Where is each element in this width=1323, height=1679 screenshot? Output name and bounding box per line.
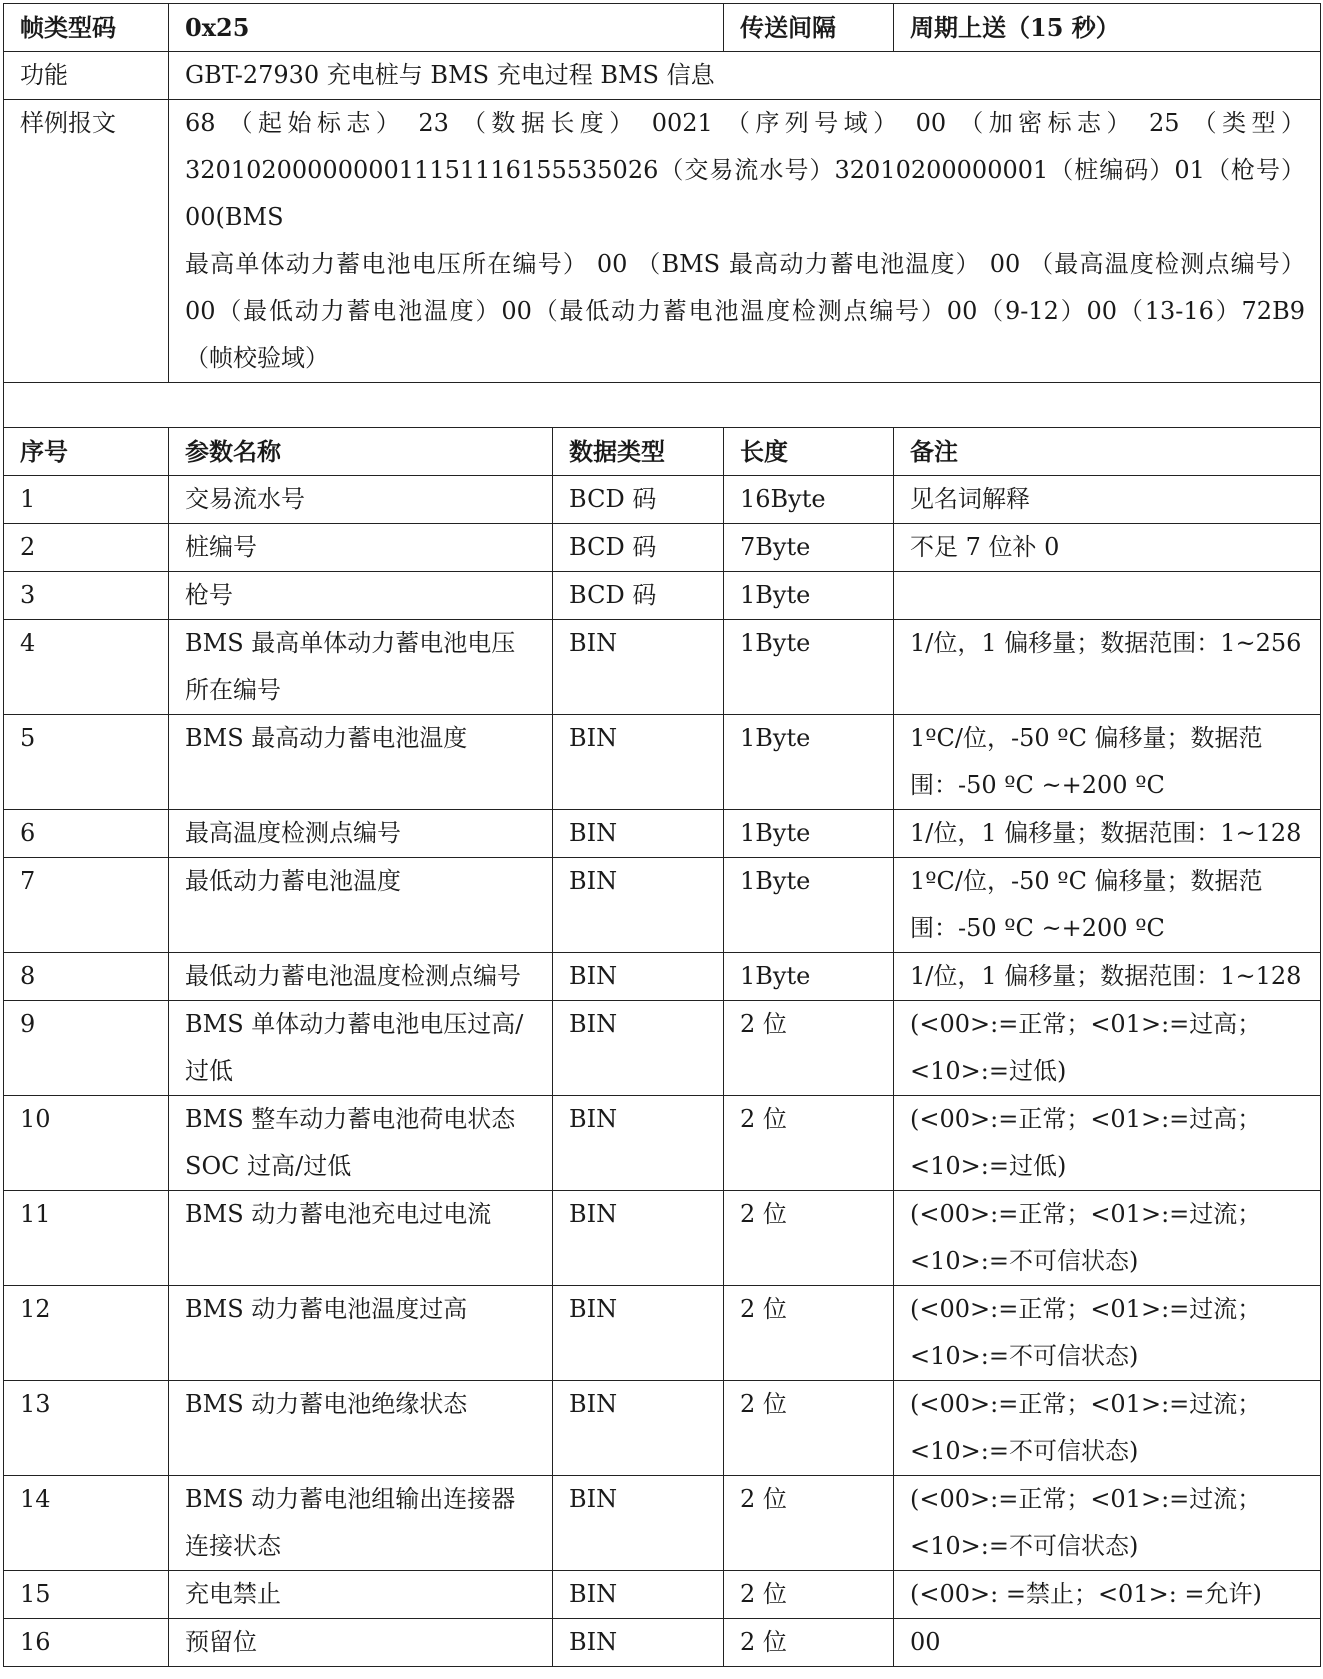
cell-name: BMS 动力蓄电池组输出连接器连接状态 <box>169 1476 553 1571</box>
cell-note: 1ºC/位，-50 ºC 偏移量；数据范围：-50 ºC ~+200 ºC <box>894 715 1321 810</box>
cell-len: 2 位 <box>724 1096 894 1191</box>
cell-len: 1Byte <box>724 715 894 810</box>
cell-len: 2 位 <box>724 1571 894 1619</box>
sample-line: 00（最低动力蓄电池温度）00（最低动力蓄电池温度检测点编号）00（9-12）00（13-16）72B9 <box>185 297 1305 325</box>
cell-len: 1Byte <box>724 620 894 715</box>
table-row <box>4 1619 1321 1667</box>
cell-note: (<00>:=正常；<01>:=过高；<10>:=过低) <box>894 1001 1321 1096</box>
cell-type: BIN <box>553 1096 724 1191</box>
cell-len: 1Byte <box>724 572 894 620</box>
sample-message <box>169 100 1321 383</box>
cell-len: 2 位 <box>724 1381 894 1476</box>
cell-len: 7Byte <box>724 524 894 572</box>
cell-type: BIN <box>553 1001 724 1096</box>
function-label: 功能 <box>4 52 169 100</box>
cell-note: 1ºC/位，-50 ºC 偏移量；数据范围：-50 ºC ~+200 ºC <box>894 858 1321 953</box>
cell-name: 最低动力蓄电池温度检测点编号 <box>169 953 553 1001</box>
cell-name: 最高温度检测点编号 <box>169 810 553 858</box>
cell-len: 2 位 <box>724 1286 894 1381</box>
sample-line: 最高单体动力蓄电池电压所在编号） 00 （BMS 最高动力蓄电池温度） 00 （最高温度检测点编号） <box>185 250 1305 278</box>
cell-no: 12 <box>4 1286 169 1381</box>
cell-type: BCD 码 <box>553 476 724 524</box>
table-row <box>4 476 1321 524</box>
cell-note: 1/位，1 偏移量；数据范围：1~128 <box>894 953 1321 1001</box>
table-row <box>4 524 1321 572</box>
cell-type: BIN <box>553 858 724 953</box>
cell-no: 7 <box>4 858 169 953</box>
table-row <box>4 1096 1321 1191</box>
cell-note: 1/位，1 偏移量；数据范围：1~128 <box>894 810 1321 858</box>
cell-name: 充电禁止 <box>169 1571 553 1619</box>
cell-no: 16 <box>4 1619 169 1667</box>
cell-no: 6 <box>4 810 169 858</box>
cell-type: BIN <box>553 1381 724 1476</box>
table-row <box>4 810 1321 858</box>
table-row <box>4 1001 1321 1096</box>
cell-no: 5 <box>4 715 169 810</box>
col-header-name: 参数名称 <box>169 428 553 476</box>
interval-label: 传送间隔 <box>724 4 894 52</box>
cell-type: BIN <box>553 715 724 810</box>
cell-no: 3 <box>4 572 169 620</box>
table-row <box>4 1286 1321 1381</box>
cell-note: (<00>:=正常；<01>:=过流；<10>:=不可信状态) <box>894 1286 1321 1381</box>
table-row <box>4 1571 1321 1619</box>
table-row <box>4 572 1321 620</box>
table-row <box>4 1191 1321 1286</box>
cell-name: BMS 整车动力蓄电池荷电状态 SOC 过高/过低 <box>169 1096 553 1191</box>
cell-note: (<00>:=正常；<01>:=过高；<10>:=过低) <box>894 1096 1321 1191</box>
table-row <box>4 1476 1321 1571</box>
cell-note: (<00>:=正常；<01>:=过流；<10>:=不可信状态) <box>894 1381 1321 1476</box>
cell-name: 最低动力蓄电池温度 <box>169 858 553 953</box>
sample-line: 68 （起始标志） 23 （数据长度） 0021 （序列号域） 00 （加密标志） 25 （类型） <box>185 109 1305 137</box>
blank-row <box>4 383 1321 428</box>
cell-name: BMS 单体动力蓄电池电压过高/过低 <box>169 1001 553 1096</box>
cell-type: BCD 码 <box>553 524 724 572</box>
table-row <box>4 715 1321 810</box>
cell-name: BMS 动力蓄电池温度过高 <box>169 1286 553 1381</box>
table-row <box>4 858 1321 953</box>
cell-type: BIN <box>553 810 724 858</box>
interval-value: 周期上送（15 秒） <box>894 4 1321 52</box>
cell-name: 预留位 <box>169 1619 553 1667</box>
table-row <box>4 953 1321 1001</box>
cell-type: BIN <box>553 1476 724 1571</box>
sample-line: 3201020000000011151116155535026（交易流水号）32010200000001（桩编码）01（枪号）00(BMS <box>185 156 1305 231</box>
cell-note: 00 <box>894 1619 1321 1667</box>
column-header-row <box>4 428 1321 476</box>
cell-type: BCD 码 <box>553 572 724 620</box>
cell-no: 8 <box>4 953 169 1001</box>
frame-type-label: 帧类型码 <box>4 4 169 52</box>
cell-type: BIN <box>553 1191 724 1286</box>
cell-note: 见名词解释 <box>894 476 1321 524</box>
cell-no: 14 <box>4 1476 169 1571</box>
cell-note: 不足 7 位补 0 <box>894 524 1321 572</box>
cell-note: 1/位，1 偏移量；数据范围：1~256 <box>894 620 1321 715</box>
col-header-note: 备注 <box>894 428 1321 476</box>
col-header-no: 序号 <box>4 428 169 476</box>
cell-len: 1Byte <box>724 810 894 858</box>
cell-type: BIN <box>553 953 724 1001</box>
function-value: GBT-27930 充电桩与 BMS 充电过程 BMS 信息 <box>169 52 1321 100</box>
header-row <box>4 4 1321 52</box>
cell-name: 枪号 <box>169 572 553 620</box>
cell-type: BIN <box>553 1619 724 1667</box>
frame-definition-table <box>3 3 1321 1667</box>
function-row <box>4 52 1321 100</box>
cell-note: (<00>:=正常；<01>:=过流；<10>:=不可信状态) <box>894 1476 1321 1571</box>
cell-len: 2 位 <box>724 1191 894 1286</box>
frame-type-value: 0x25 <box>169 4 724 52</box>
col-header-length: 长度 <box>724 428 894 476</box>
cell-len: 1Byte <box>724 858 894 953</box>
cell-no: 13 <box>4 1381 169 1476</box>
cell-note: (<00>:=正常；<01>:=过流；<10>:=不可信状态) <box>894 1191 1321 1286</box>
cell-note <box>894 572 1321 620</box>
cell-no: 4 <box>4 620 169 715</box>
cell-name: BMS 动力蓄电池充电过电流 <box>169 1191 553 1286</box>
cell-len: 1Byte <box>724 953 894 1001</box>
cell-no: 1 <box>4 476 169 524</box>
table-row <box>4 620 1321 715</box>
sample-row <box>4 100 1321 383</box>
cell-name: 桩编号 <box>169 524 553 572</box>
sample-line: （帧校验域） <box>185 344 329 372</box>
cell-len: 2 位 <box>724 1476 894 1571</box>
cell-name: BMS 最高单体动力蓄电池电压所在编号 <box>169 620 553 715</box>
cell-no: 2 <box>4 524 169 572</box>
cell-no: 15 <box>4 1571 169 1619</box>
cell-no: 11 <box>4 1191 169 1286</box>
cell-note: (<00>: =禁止；<01>: =允许) <box>894 1571 1321 1619</box>
col-header-type: 数据类型 <box>553 428 724 476</box>
cell-name: BMS 动力蓄电池绝缘状态 <box>169 1381 553 1476</box>
cell-len: 16Byte <box>724 476 894 524</box>
cell-type: BIN <box>553 620 724 715</box>
blank-cell <box>4 383 1321 428</box>
table-row <box>4 1381 1321 1476</box>
cell-type: BIN <box>553 1286 724 1381</box>
cell-no: 10 <box>4 1096 169 1191</box>
cell-len: 2 位 <box>724 1001 894 1096</box>
sample-label: 样例报文 <box>4 100 169 383</box>
cell-name: BMS 最高动力蓄电池温度 <box>169 715 553 810</box>
cell-type: BIN <box>553 1571 724 1619</box>
cell-no: 9 <box>4 1001 169 1096</box>
cell-len: 2 位 <box>724 1619 894 1667</box>
cell-name: 交易流水号 <box>169 476 553 524</box>
